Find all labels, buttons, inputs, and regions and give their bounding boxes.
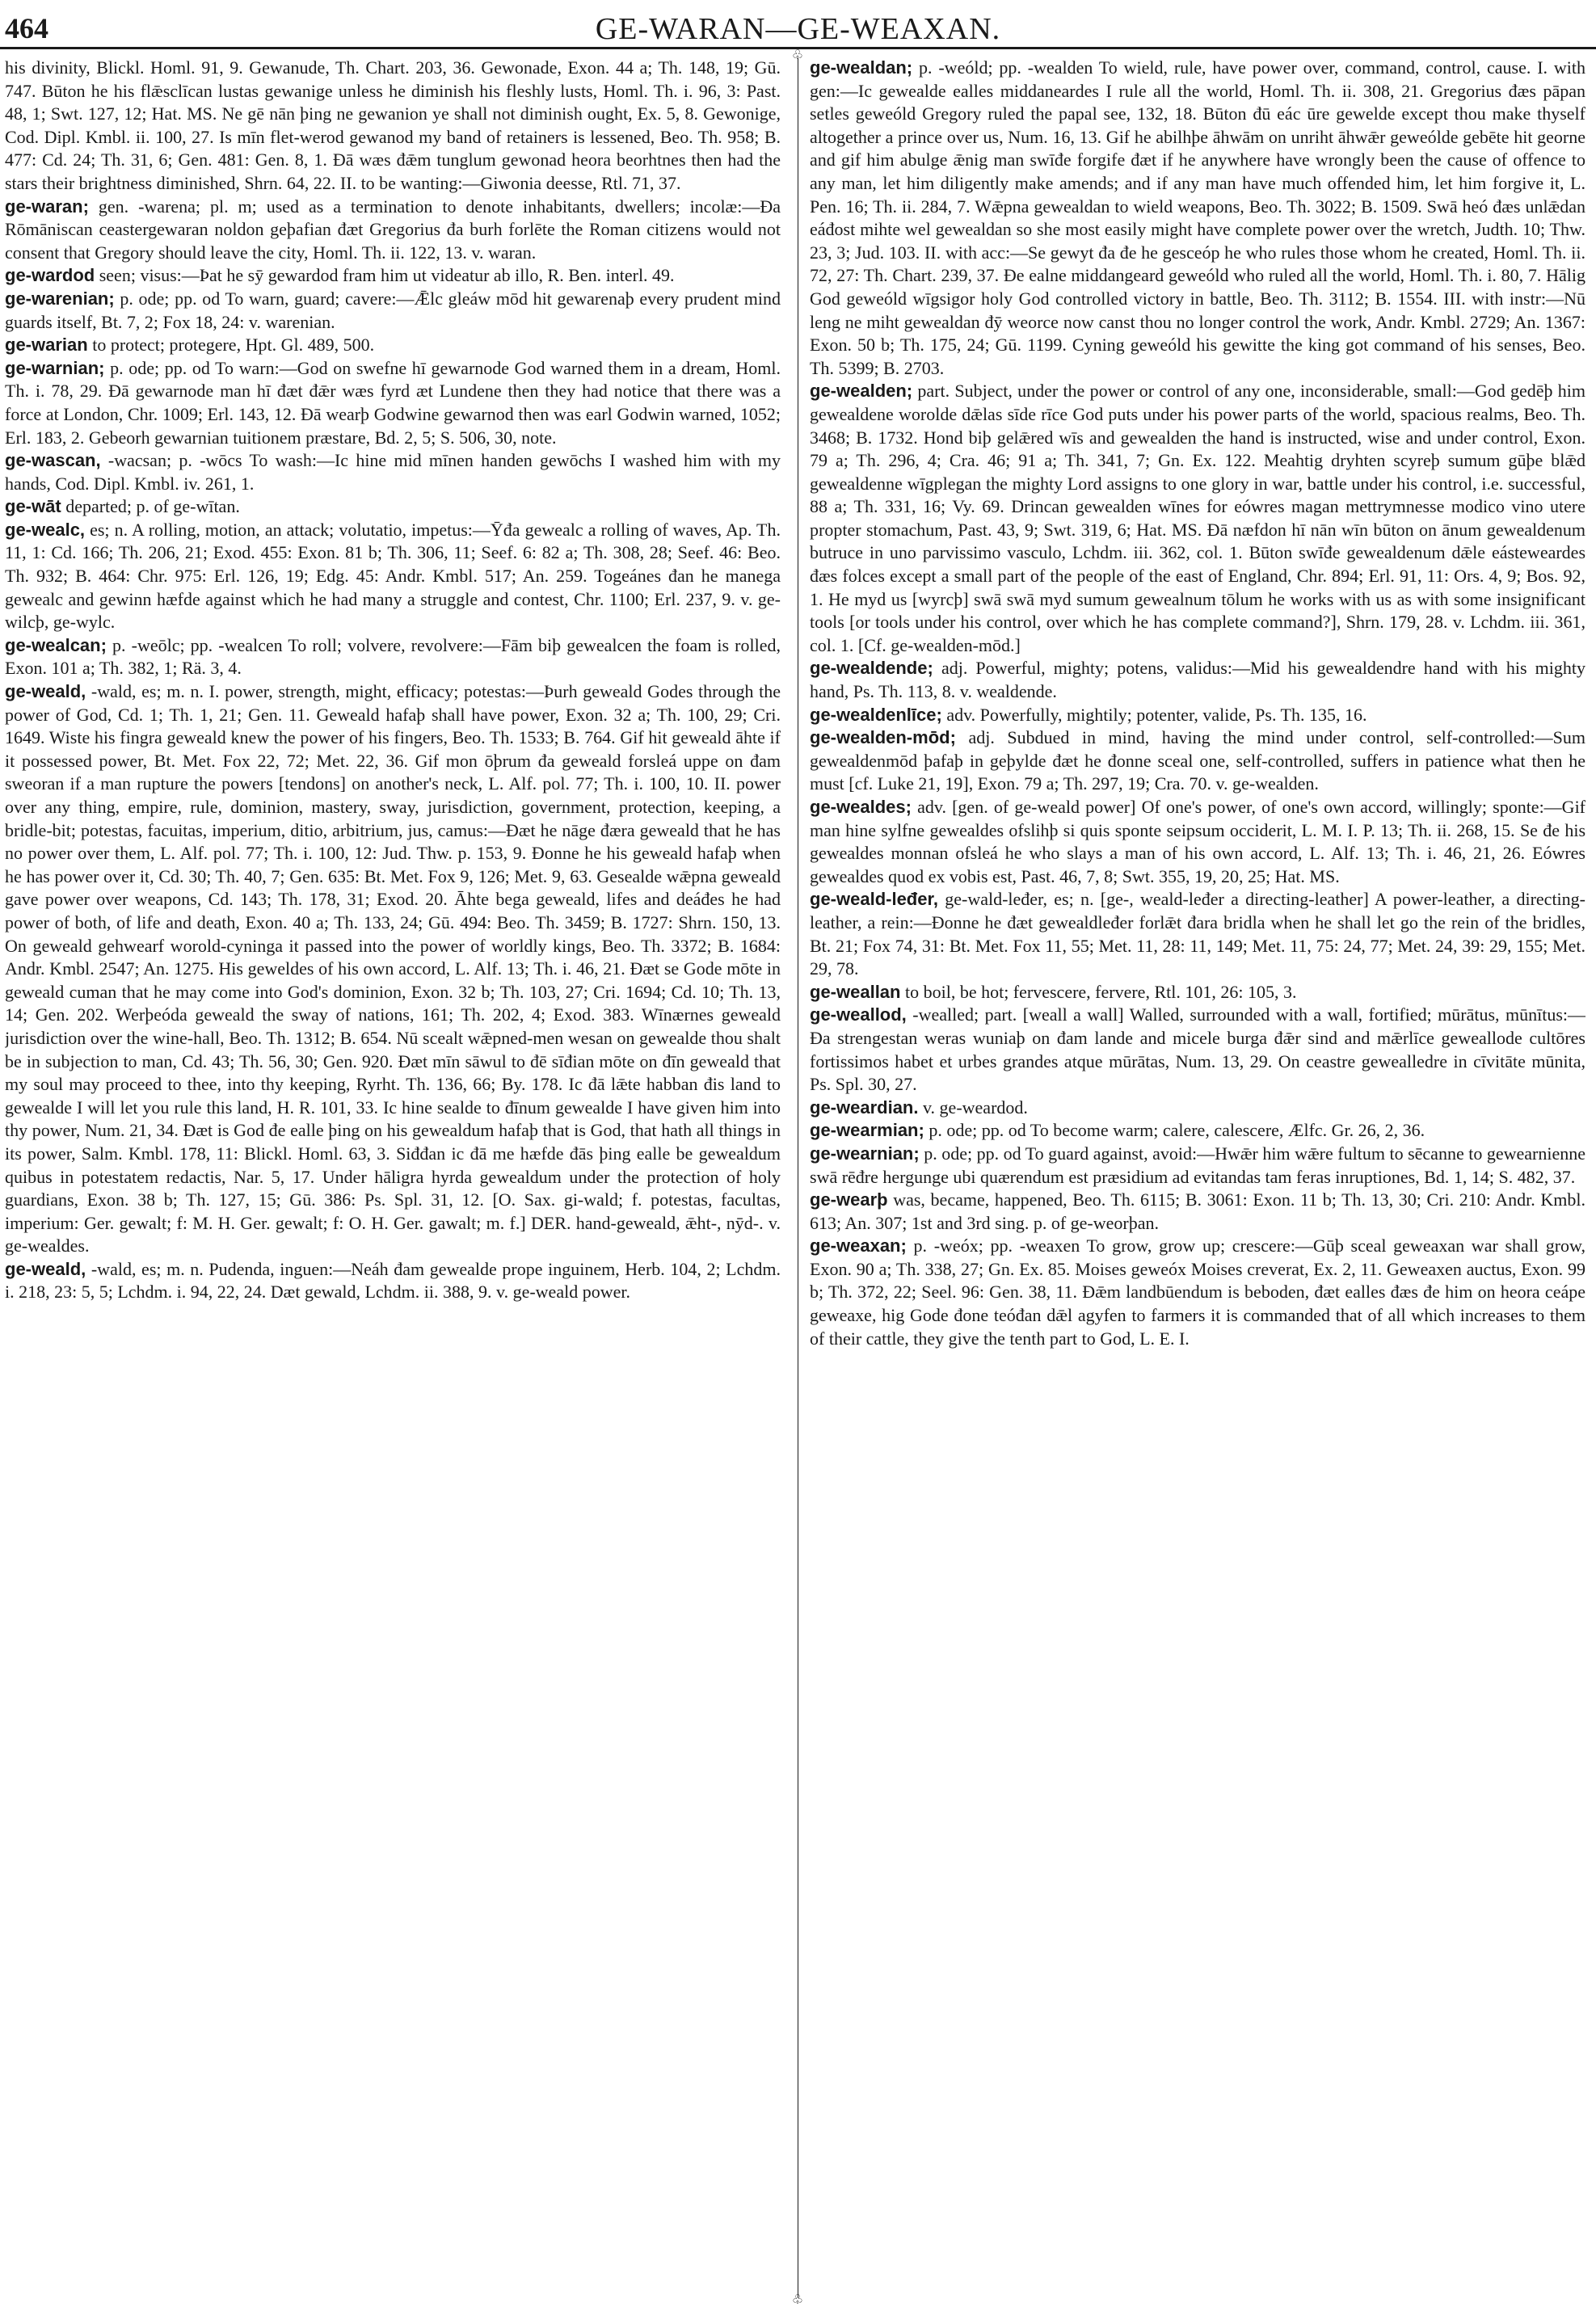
dictionary-entry bbox=[810, 1235, 1585, 1350]
entry-text: -wacsan; p. -wōcs To wash:—Ic hine mid mīnen handen gewōchs I washed him with my hands, Cod. Dipl. Kmbl. iv. 261, 1. bbox=[5, 450, 781, 494]
entry-text: part. Subject, under the power or control of any one, inconsiderable, small:—God gedēþ him gewealdene worolde dǣlas sīde rīce God puts under his power parts of the world, spacious realms, Beo. Th. 3468; B. 1732. Hond biþ gelǣred wīs and gewealden the hand is instructed, wise and under control, Exon. 79 a; Th. 296, 4; Cra. 46; 91 a; Th. 341, 7; Gn. Ex. 122. Meahtig dryhten scyreþ sumum gūþe blǣd gewealdenne wīgplegan the mighty Lord assigns to one glory in war, battle under his control, i.e. successful, 88 a; Th. 331, 16; Vy. 69. Drincan gewealden wīnes for eówres magan mettrymnesse modico vino utere propter stomachum, Past. 43, 9; Swt. 319, 6; Hat. MS. Đā næfdon hī nān wīn būton on ānum gewealdenum butruce in uno parvissimo vasculo, Lchdm. iii. 362, col. 1. Būton swīđe gewealdenum dǣle eásteweardes đæs folces except a small part of the people of the east of England, Chr. 894; Erl. 91, 11: Ors. 4, 9; Bos. 92, 1. He myd us [wyrcþ] swā swā myd sumum gewealnum tōlum he works with us as with some insignificant tools [or tools under his control, over which he has complete command?], Shrn. 179, 28. v. Lchdm. iii. 361, col. 1. [Cf. ge-wealden-mōd.] bbox=[810, 381, 1585, 655]
page-number: 464 bbox=[5, 12, 48, 44]
headword: ge-weald, bbox=[5, 1258, 86, 1279]
headword: ge-wearmian; bbox=[810, 1120, 924, 1141]
dictionary-entry bbox=[810, 981, 1585, 1004]
entry-text: was, became, happened, Beo. Th. 6115; B. 3061: Exon. 11 b; Th. 13, 30; Cri. 210: Andr. Kmbl. 613; An. 307; 1st and 3rd sing. p. of ge-weorþan. bbox=[810, 1189, 1585, 1233]
entry-text: p. -weóx; pp. -weaxen To grow, grow up; crescere:—Gūþ sceal geweaxan war shall grow, Exon. 90 a; Th. 338, 27; Gn. Ex. 85. Moises geweóx Moises creverat, Ex. 2, 11. Geweaxen auctus, Exon. 99 b; Th. 372, 22; Seel. 96: Gen. 38, 11. Đǣm landbūendum is beboden, đæt ealles đæs đe him on heora ceápe geweaxe, hig Gode đone teóđan dǣl agyfen to farmers it is commanded that of all which increases to them of their cattle, they give the tenth part to God, L. E. I. bbox=[810, 1235, 1585, 1349]
entry-text: adv. Powerfully, mightily; potenter, valide, Ps. Th. 135, 16. bbox=[946, 704, 1367, 725]
entry-text: -wald, es; m. n. Pudenda, inguen:—Neáh đam gewealde prope inguinem, Herb. 104, 2; Lchdm. i. 218, 23: 5, 5; Lchdm. i. 94, 22, 24. Dæt gewald, Lchdm. ii. 388, 9. v. ge-weald power. bbox=[5, 1258, 781, 1303]
headword: ge-warian bbox=[5, 335, 88, 356]
top-ornament-icon: ♧ bbox=[791, 47, 804, 62]
entry-text: v. ge-weardod. bbox=[922, 1097, 1028, 1118]
headword: ge-weallan bbox=[810, 981, 901, 1002]
dictionary-entry bbox=[810, 57, 1585, 380]
dictionary-entry bbox=[810, 888, 1585, 980]
entry-text: es; n. A rolling, motion, an attack; volutatio, impetus:—Ȳđa gewealc a rolling of waves, Ap. Th. 11, 1: Cd. 166; Th. 206, 21; Exod. 455: Exon. 81 b; Th. 306, 11; Seef. 6: 82 a; Th. 308, 28; Seef. 46: Beo. Th. 932; B. 464: Chr. 975: Erl. 126, 19; Edg. 45: Andr. Kmbl. 517; An. 259. Togeánes đan he manega gewealc and gewinn hæfde against which he had many a struggle and contest, Chr. 1100; Erl. 237, 9. v. ge-wilcþ, ge-wylc. bbox=[5, 519, 781, 633]
entry-text: p. ode; pp. od To become warm; calere, calescere, Ælfc. Gr. 26, 2, 36. bbox=[929, 1120, 1425, 1141]
entry-text: seen; visus:—Þat he sȳ gewardod fram him ut videatur ab illo, R. Ben. interl. 49. bbox=[99, 265, 675, 286]
entry-text: to protect; protegere, Hpt. Gl. 489, 500. bbox=[92, 335, 375, 356]
dictionary-entry bbox=[5, 196, 781, 265]
headword: ge-wearnian; bbox=[810, 1143, 920, 1164]
dictionary-entry bbox=[810, 1097, 1585, 1120]
dictionary-entry bbox=[810, 1119, 1585, 1143]
dictionary-entry bbox=[5, 634, 781, 680]
headword: ge-wascan, bbox=[5, 450, 101, 471]
headword: ge-wealcan; bbox=[5, 634, 107, 655]
entry-text: ge-wald-leđer, es; n. [ge-, weald-leđer a directing-leather] A power-leather, a directing-leather, a rein:—Đonne he đæt gewealdleđer forlǣt đara bridla when he shall let go the rein of the bridles, Bt. 21; Fox 74, 31: Bt. Met. Fox 11, 55; Met. 11, 28: 11, 149; Met. 11, 75: 24, 77; Met. 24, 39: 29, 155; Met. 29, 78. bbox=[810, 889, 1585, 979]
dictionary-entry bbox=[810, 726, 1585, 796]
entry-text: to boil, be hot; fervescere, fervere, Rtl. 101, 26: 105, 3. bbox=[904, 981, 1297, 1002]
dictionary-entry bbox=[5, 288, 781, 334]
entry-text: departed; p. of ge-wītan. bbox=[65, 496, 240, 517]
entry-text: p. ode; pp. od To warn:—God on swefne hī gewarnode God warned them in a dream, Homl. Th. i. 78, 29. Đā gewarnode man hī đæt đǣr wæs fyrd æt Lundene then they had notice that there was a force at London, Chr. 1009; Erl. 143, 12. Đā wearþ Godwine gewarnod then was earl Godwin warned, 1052; Erl. 183, 2. Gebeorh gewarnian tuitionem præstare, Bd. 2, 5; S. 506, 30, note. bbox=[5, 357, 781, 448]
headword: ge-weald, bbox=[5, 681, 86, 702]
right-column bbox=[810, 57, 1585, 2303]
dictionary-entry bbox=[5, 680, 781, 1258]
headword: ge-weald-leđer, bbox=[810, 889, 938, 910]
left-column bbox=[5, 57, 781, 2303]
dictionary-entry bbox=[5, 357, 781, 449]
page-header bbox=[0, 11, 1596, 52]
dictionary-entry bbox=[5, 264, 781, 288]
entry-text: adj. Subdued in mind, having the mind under control, self-controlled:—Sum gewealdenmōd þafaþ in geþylde đæt he đonne sceal one, self-controlled, suffers in patience what then he must [cf. Luke 21, 19], Exon. 79 a; Th. 297, 19; Cra. 70. v. ge-wealden. bbox=[810, 727, 1585, 794]
entry-text: adj. Powerful, mighty; potens, validus:—Mid his gewealdendre hand with his mighty hand, Ps. Th. 113, 8. v. wealdende. bbox=[810, 658, 1585, 702]
dictionary-entry bbox=[810, 380, 1585, 657]
headword: ge-weardian. bbox=[810, 1097, 919, 1118]
headword: ge-wealdenlīce; bbox=[810, 704, 942, 725]
running-title: GE-WARAN—GE-WEAXAN. bbox=[595, 12, 1001, 46]
entry-text: -wald, es; m. n. I. power, strength, might, efficacy; potestas:—Þurh geweald Godes through the power of God, Cd. 1; Th. 1, 21; Gen. 11. Geweald hafaþ shall have power, Exon. 32 a; Th. 100, 29; Cri. 1649. Wiste his fingra geweald knew the power of his fingers, Beo. Th. 1533; B. 764. Gif hit geweald āhte if it possessed power, Bt. Met. Fox 22, 72; Met. 22, 36. Gif mon ōþrum đa geweald forsleá uppe on đam sweoran if a man rupture the powers [tendons] on another's neck, L. Alf. pol. 77; Th. i. 100, 10. II. power over any thing, empire, rule, dominion, mastery, sway, jurisdiction, government, protection, keeping, a bridle-bit; potestas, facuitas, imperium, ditio, arbitrium, jus, camus:—Đæt he nāge đæra geweald that he has no power over them, L. Alf. pol. 77; Th. i. 100, 12: Jud. Thw. p. 153, 9. Đonne he his geweald hafaþ when he has power over it, Cd. 30; Th. 40, 7; Gen. 635: Bt. Met. Fox 9, 126; Met. 9, 63. Gesealde wǣpna geweald gave power over weapons, Cd. 143; Th. 178, 31; Exod. 20. Āhte bega geweald, lifes and deáđes he had power of both, of life and death, Exon. 40 a; Th. 133, 24; Gū. 494: Beo. Th. 3459; B. 1727: Shrn. 150, 13. On geweald gehwearf worold-cyninga it passed into the power of worldly kings, Beo. Th. 3372; B. 1684: Andr. Kmbl. 2547; An. 1275. His geweldes of his own accord, L. Alf. 13; Th. i. 46, 21. Đæt se Gode mōte in geweald cuman that he may come into God's dominion, Exon. 32 b; Th. 103, 27; Cri. 1694; Cd. 10; Th. 13, 14; Gen. 202. Werþeóda geweald the sway of nations, 161; Th. 202, 4; Exod. 383. Wīnærnes geweald jurisdiction over the wine-hall, Beo. Th. 1312; B. 654. Nū scealt wǣpned-men wesan on gewealde thou shalt be in subjection to man, Cd. 43; Th. 56, 30; Gen. 920. Đæt mīn sāwul to đē sīđian mōte on đīn geweald that my soul may proceed to thee, into thy keeping, Ryrht. Th. 136, 66; By. 178. Ic đā lǣte habban đis land to gewealde I will let you rule this land, H. R. 101, 33. Ic hine sealde to đīnum gewealde I have given him into thy power, Num. 21, 34. Đæt is God đe ealle þing on his gewealdum hafaþ that is God, that hath all things in its power, Salm. Kmbl. 178, 11: Blickl. Homl. 63, 3. Siđđan ic đā me hæfde đās þing ealle be gewealdum quibus in potestatem redactis, Nar. 5, 17. Under hāligra hyrda gewealdum under the protection of holy guardians, Exon. 38 b; Th. 127, 15; Gū. 386: Ps. Spl. 31, 12. [O. Sax. gi-wald; f. potestas, facultas, imperium: Ger. gewalt; f: M. H. Ger. gewalt; f: O. H. Ger. gawalt; m. f.] DER. hand-geweald, ǣht-, nȳd-. v. ge-wealdes. bbox=[5, 681, 781, 1257]
headword: ge-warenian; bbox=[5, 288, 115, 309]
entry-text: p. ode; pp. od To warn, guard; cavere:—Ǣlc gleáw mōd hit gewarenaþ every prudent mind guards itself, Bt. 7, 2; Fox 18, 24: v. warenian. bbox=[5, 288, 781, 332]
dictionary-entry bbox=[5, 449, 781, 495]
headword: ge-wearþ bbox=[810, 1189, 888, 1210]
dictionary-entry bbox=[5, 334, 781, 357]
entry-text: adv. [gen. of ge-weald power] Of one's power, of one's own accord, willingly; sponte:—Gif man hine sylfne gewealdes ofslihþ si quis sponte seipsum occiderit, L. M. I. P. 13; Th. ii. 268, 15. Se đe his gewealdes monnan ofsleá he who slays a man of his own accord, L. Alf. 13; Th. i. 46, 21, 26. Eówres gewealdes quod ex vobis est, Past. 46, 7, 8; Swt. 355, 19, 20, 25; Hat. MS. bbox=[810, 797, 1585, 886]
bottom-ornament-icon: ♧ bbox=[791, 2292, 804, 2307]
headword: ge-wealden; bbox=[810, 381, 913, 402]
headword: ge-wāt bbox=[5, 496, 61, 517]
headword: ge-wealdende; bbox=[810, 658, 933, 679]
headword: ge-weallod, bbox=[810, 1004, 907, 1025]
dictionary-entry bbox=[810, 704, 1585, 727]
entry-text: p. ode; pp. od To guard against, avoid:—Hwǣr him wǣre fultum to sēcanne to gewearnienne swā rēđre hergunge ubi quærendum est præsidium ad evitandas tam feras inruptiones, Bd. 1, 14; S. 482, 37. bbox=[810, 1143, 1585, 1187]
entry-text: gen. -warena; pl. m; used as a termination to denote inhabitants, dwellers; incolæ:—Đa Rōmāniscan ceastergewaran noldon geþafian đæt Gregorius đa burh forlēte the Roman citizens would not consent that Gregory should leave the city, Homl. Th. ii. 122, 13. v. waran. bbox=[5, 196, 781, 263]
headword: ge-wealden-mōd; bbox=[810, 727, 956, 748]
dictionary-entry bbox=[810, 796, 1585, 888]
headword: ge-waran; bbox=[5, 196, 89, 217]
headword: ge-weaxan; bbox=[810, 1235, 907, 1257]
headword: ge-wealdes; bbox=[810, 797, 912, 817]
headword: ge-warnian; bbox=[5, 357, 105, 378]
dictionary-entry bbox=[5, 1258, 781, 1304]
dictionary-entry bbox=[810, 1189, 1585, 1235]
dictionary-entry bbox=[5, 57, 781, 196]
headword: ge-wealdan; bbox=[810, 57, 913, 78]
dictionary-entry bbox=[810, 657, 1585, 703]
dictionary-entry bbox=[810, 1143, 1585, 1189]
headword: ge-wardod bbox=[5, 265, 95, 286]
dictionary-entry bbox=[810, 1004, 1585, 1096]
entry-text: his divinity, Blickl. Homl. 91, 9. Gewanude, Th. Chart. 203, 36. Gewonade, Exon. 44 a; Th. 148, 19; Gū. 747. Būton he his flǣsclīcan lustas gewanige unless he diminish his fleshly lusts, Homl. Th. i. 96, 3: Past. 48, 1; Swt. 127, 12; Hat. MS. Ne gē nān þing ne gewanion ye shall not diminish ought, Ex. 5, 8. Gewonige, Cod. Dipl. Kmbl. ii. 100, 27. Is mīn flet-werod gewanod my band of retainers is lessened, Beo. Th. 958; B. 477: Cd. 24; Th. 31, 6; Gen. 481: Gen. 8, 1. Đā wæs đǣm tunglum gewonad heora beorhtnes then had the stars their brightness diminished, Shrn. 64, 22. II. to be wanting:—Giwonia deesse, Rtl. 71, 37. bbox=[5, 57, 781, 193]
entry-text: p. -weóld; pp. -wealden To wield, rule, have power over, command, control, cause. I. with gen:—Ic gewealde ealles middaneardes I rule all the world, Homl. Th. ii. 308, 21. Gregorius đæs pāpan setles geweóld Gregory ruled the papal see, 132, 18. Būton đū eác ūre gewelde except thou make thyself altogether a prince over us, Num. 16, 13. Gif he abilhþe āhwām on unriht āhwǣr geweólde gebēte hit georne and gif him abulge ǣnig man swīđe forgife đæt if he anywhere have wrongly been the cause of offence to any man, let him diligently make amends; and if any man have much offended him, let him forgive it, L. Pen. 16; Th. ii. 284, 7. Wǣpna gewealdan to wield weapons, Beo. Th. 3022; B. 1509. Swā heó đæs unlǣdan eáđost mihte wel gewealdan so she most easily might have complete power over the wretch, Judth. 10; Thw. 23, 3; Jud. 103. II. with acc:—Se gewyt đa đe he gesceóp he who rules those whom he created, Homl. Th. ii. 72, 27: Th. Chart. 239, 37. Đe ealne middangeard geweóld who ruled all the world, Homl. Th. i. 80, 7. Hālig God geweóld wīgsigor holy God controlled victory in battle, Beo. Th. 3112; B. 1554. III. with instr:—Nū leng ne miht gewealdan đȳ weorce now canst thou no longer control the work, Andr. Kmbl. 2729; An. 1367: Exon. 50 b; Th. 175, 24; Gū. 1199. Cyning geweóld his gewitte the king got command of his senses, Beo. Th. 5399; B. 2703. bbox=[810, 57, 1585, 378]
headword: ge-wealc, bbox=[5, 519, 86, 540]
dictionary-entry bbox=[5, 519, 781, 634]
entry-text: -wealled; part. [weall a wall] Walled, surrounded with a wall, fortified; mūrātus, mūnītus:—Đa strengestan weras wuniaþ on đam lande and micele burga đǣr sind and mǣrlīce geweallode cultōres fortissimos habet et urbes grandes atque mūrātas, Num. 13, 29. On ceastre gewealledre in cīvitāte mūnita, Ps. Spl. 30, 27. bbox=[810, 1004, 1585, 1095]
entry-text: p. -weōlc; pp. -wealcen To roll; volvere, revolvere:—Fām biþ gewealcen the foam is rolled, Exon. 101 a; Th. 382, 1; Rä. 3, 4. bbox=[5, 634, 781, 679]
dictionary-entry bbox=[5, 495, 781, 519]
